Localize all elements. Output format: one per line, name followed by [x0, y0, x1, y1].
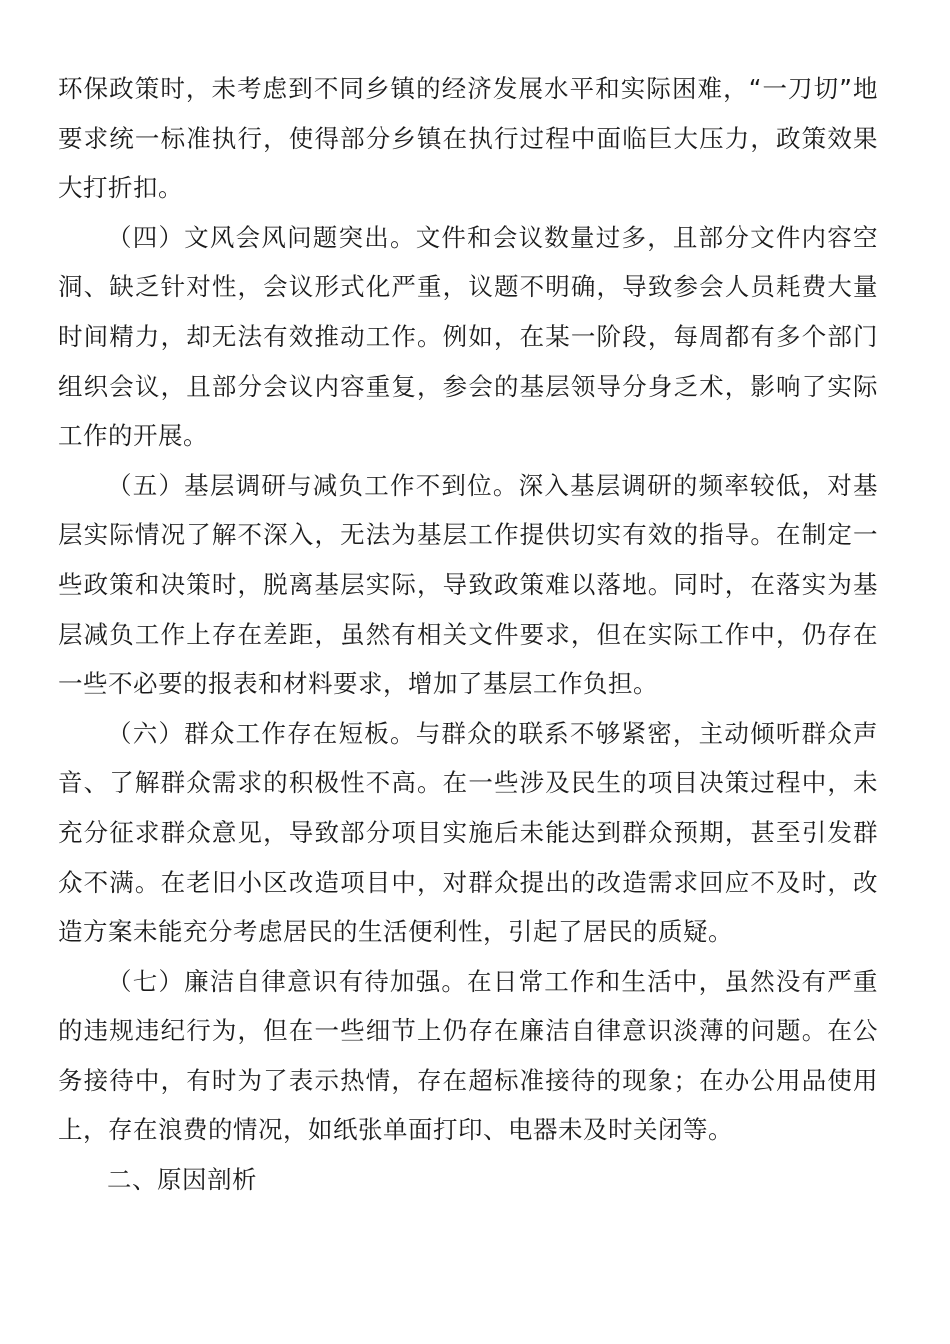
paragraph-item-5: （五）基层调研与减负工作不到位。深入基层调研的频率较低，对基层实际情况了解不深入，无法为基层工作提供切实有效的指导。在制定一些政策和决策时，脱离基层实际，导致政策难以落地。同时，在落实为基层减负工作上存在差距，虽然有相关文件要求，但在实际工作中，仍存在一些不必要的报表和材料要求，增加了基层工作负担。: [58, 470, 878, 699]
paragraph-item-4: （四）文风会风问题突出。文件和会议数量过多，且部分文件内容空洞、缺乏针对性，会议形式化严重，议题不明确，导致参会人员耗费大量时间精力，却无法有效推动工作。例如，在某一阶段，每周都有多个部门组织会议，且部分会议内容重复，参会的基层领导分身乏术，影响了实际工作的开展。: [58, 222, 878, 451]
paragraph-item-6: （六）群众工作存在短板。与群众的联系不够紧密，主动倾听群众声音、了解群众需求的积极性不高。在一些涉及民生的项目决策过程中，未充分征求群众意见，导致部分项目实施后未能达到群众预期，甚至引发群众不满。在老旧小区改造项目中，对群众提出的改造需求回应不及时，改造方案未能充分考虑居民的生活便利性，引起了居民的质疑。: [58, 718, 878, 947]
paragraph-item-7: （七）廉洁自律意识有待加强。在日常工作和生活中，虽然没有严重的违规违纪行为，但在一些细节上仍存在廉洁自律意识淡薄的问题。在公务接待中，有时为了表示热情，存在超标准接待的现象；在办公用品使用上，存在浪费的情况，如纸张单面打印、电器未及时关闭等。: [58, 966, 878, 1145]
paragraph-continuation: 环保政策时，未考虑到不同乡镇的经济发展水平和实际困难，“一刀切”地要求统一标准执行，使得部分乡镇在执行过程中面临巨大压力，政策效果大打折扣。: [58, 74, 878, 203]
section-heading: 二、原因剖析: [107, 1165, 257, 1195]
document-page: [58, 64, 878, 1205]
